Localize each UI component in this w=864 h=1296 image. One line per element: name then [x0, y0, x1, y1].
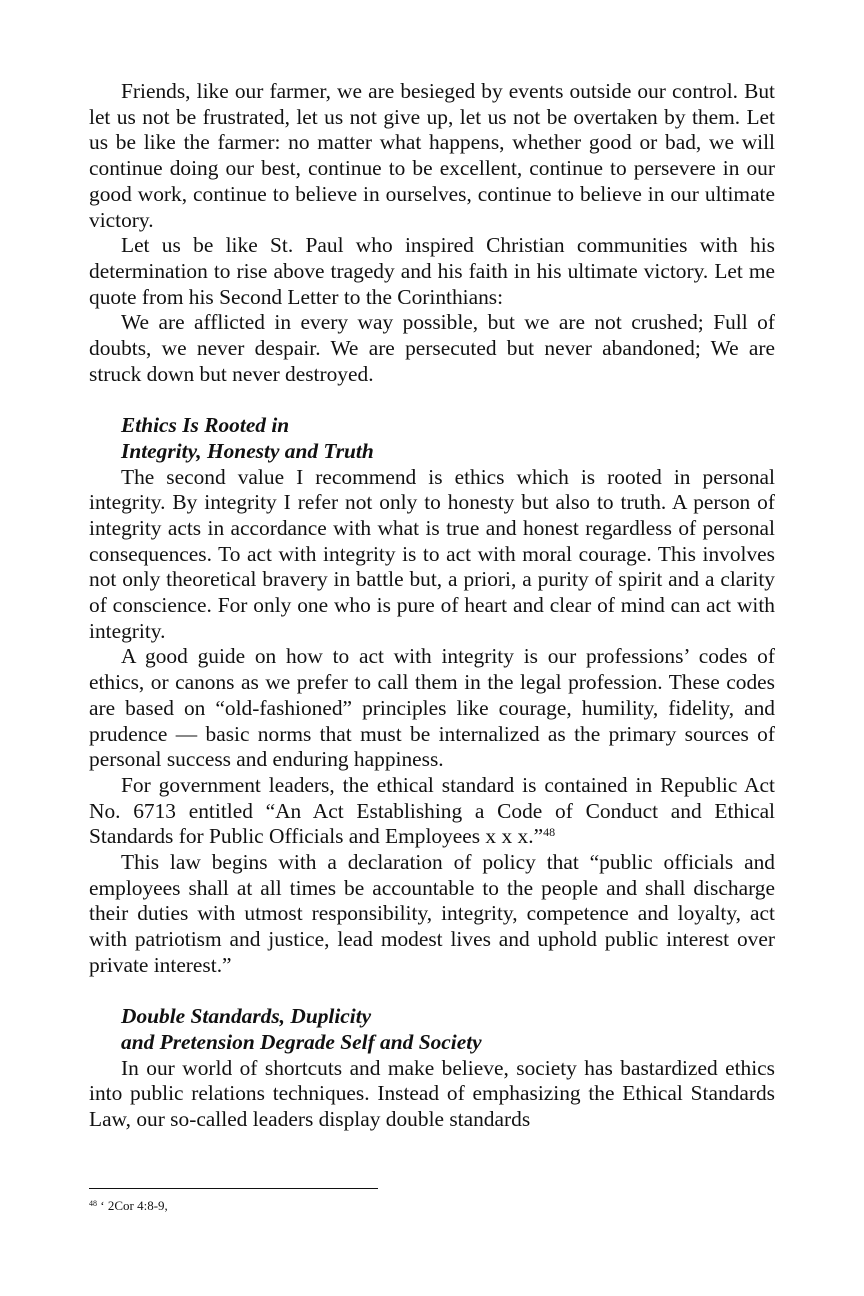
paragraph-corinthians-quote: We are afflicted in every way possible, but we are not crushed; Full of doubts, we never despair. We are persecuted but never abandoned; We are struck down but never destroyed. [89, 310, 775, 386]
section-heading-double-standards [89, 1004, 775, 1055]
footnote-text: ‘ 2Cor 4:8-9, [97, 1198, 168, 1213]
paragraph-st-paul: Let us be like St. Paul who inspired Christian communities with his determination to rise above tragedy and his faith in his ultimate victory. Let me quote from his Second Letter to the Corinthians: [89, 233, 775, 309]
heading-line: Ethics Is Rooted in [121, 413, 290, 438]
paragraph-republic-act [89, 773, 775, 850]
heading-line: Integrity, Honesty and Truth [121, 438, 374, 463]
section-spacer [89, 979, 775, 1005]
footnote-divider [89, 1188, 378, 1189]
heading-line: Double Standards, Duplicity [121, 1004, 372, 1029]
page-body [89, 79, 775, 1133]
paragraph-codes-of-ethics: A good guide on how to act with integrity is our professions’ codes of ethics, or canons as we prefer to call them in the legal profession. These codes are based on “old-fashioned” principles like courage, humility, fidelity, and prudence — basic norms that must be internalized as the primary sources of personal success and enduring happiness. [89, 644, 775, 772]
footnote-number: 48 [89, 1199, 97, 1208]
section-spacer [89, 387, 775, 413]
paragraph-farmer: Friends, like our farmer, we are besieged by events outside our control. But let us not be frustrated, let us not give up, let us not be overtaken by them. Let us be like the farmer: no matter what happens, whether good or bad, we will continue doing our best, continue to be excellent, continue to persevere in our good work, continue to believe in ourselves, continue to believe in our ultimate victory. [89, 79, 775, 232]
paragraph-text: For government leaders, the ethical standard is contained in Republic Act No. 6713 entitled “An Act Establishing a Code of Conduct and Ethical Standards for Public Officials and Employees x x x.” [89, 772, 775, 849]
footnote-reference[interactable]: 48 [543, 825, 556, 840]
paragraph-shortcuts: In our world of shortcuts and make believe, society has bastardized ethics into public relations techniques. Instead of emphasizing the Ethical Standards Law, our so-called leaders display double standards [89, 1055, 775, 1132]
footnote [89, 1198, 168, 1214]
heading-line: and Pretension Degrade Self and Society [121, 1029, 482, 1054]
paragraph-declaration-of-policy: This law begins with a declaration of policy that “public officials and employees shall at all times be accountable to the people and shall discharge their duties with utmost responsibility, integrity, competence and loyalty, act with patriotism and justice, lead modest lives and uphold public interest over private interest.” [89, 850, 775, 977]
paragraph-integrity: The second value I recommend is ethics which is rooted in personal integrity. By integrity I refer not only to honesty but also to truth. A person of integrity acts in accordance with what is true and honest regardless of personal consequences. To act with integrity is to act with moral courage. This involves not only theoretical bravery in battle but, a priori, a purity of spirit and a clarity of conscience. For only one who is pure of heart and clear of mind can act with integrity. [89, 464, 775, 643]
section-heading-ethics [89, 413, 775, 464]
